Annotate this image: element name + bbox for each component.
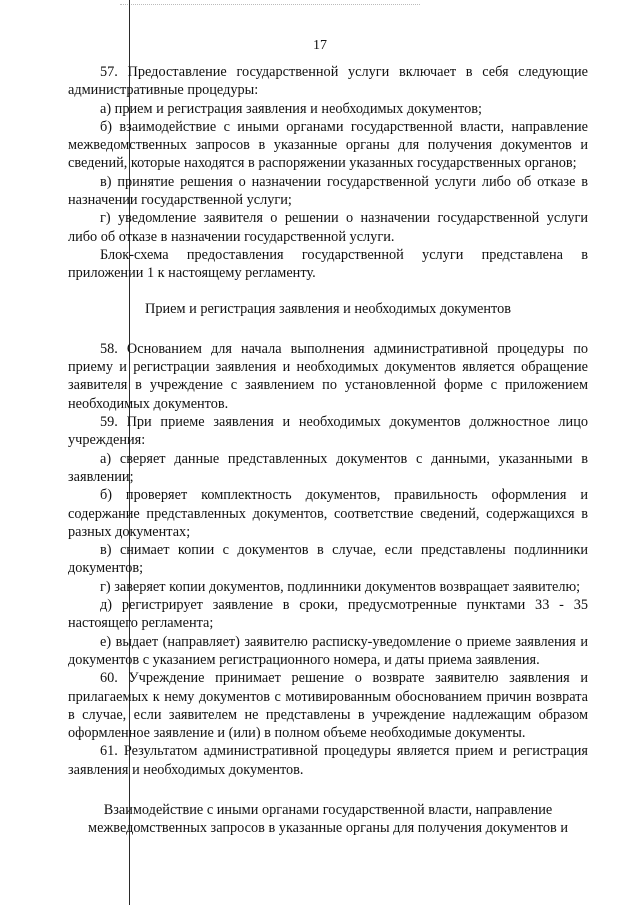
paragraph-59: 59. При приеме заявления и необходимых документов должностное лицо учреждения: — [68, 414, 588, 449]
list-item-g: г) заверяет копии документов, подлинники документов возвращает заявителю; — [100, 578, 581, 595]
paragraph-58: 58. Основанием для начала выполнения административной процедуры по приему и регистрации заявления и необходимых документов является обращение заявителя в учреждение с заявлением по установленной форме с приложением необходимых документов. — [68, 340, 588, 412]
block-scheme-note: Блок-схема предоставления государственной услуги представлена в приложении 1 к настоящему регламенту. — [68, 246, 588, 282]
paragraph-60: 60. Учреждение принимает решение о возврате заявителю заявления и прилагаемых к нему документов с мотивированным обоснованием причин возврата в случае, если заявителем не представлены в учреждение надлежащим образом оформленное заявление и (или) в полном объеме необходимые документы. — [68, 670, 588, 742]
paragraph-61: 61. Результатом административной процедуры является прием и регистрация заявления и необходимых документов. — [68, 743, 588, 778]
list-item-a: а) сверяет данные представленных документов с данными, указанными в заявлении; — [68, 450, 588, 485]
list-item-v: в) снимает копии с документов в случае, если представлены подлинники документов; — [68, 542, 588, 577]
list-item-b: б) проверяет комплектность документов, правильность оформления и содержание представленных документов, соответствие сведений, содержащихся в разных документах; — [68, 487, 588, 540]
section-heading: Прием и регистрация заявления и необходимых документов — [145, 300, 511, 317]
section-heading: Взаимодействие с иными органами государственной власти, направление межведомственных запросов в указанные органы для получения документов и — [88, 801, 568, 837]
list-item-b: б) взаимодействие с иными органами государственной власти, направление межведомственных запросов в указанные органы для получения документов и сведений, которые находятся в распоряжении указанных государственных органов; — [68, 118, 588, 172]
list-item-d: д) регистрирует заявление в сроки, предусмотренные пунктами 33 - 35 настоящего регламента; — [68, 597, 588, 632]
paragraph-57: 57. Предоставление государственной услуги включает в себя следующие административные процедуры: — [68, 64, 588, 99]
scan-artifact-top — [120, 4, 420, 11]
list-item-v: в) принятие решения о назначении государственной услуги либо об отказе в назначении государственной услуги; — [68, 173, 588, 209]
list-item-e: е) выдает (направляет) заявителю расписку-уведомление о приеме заявления и документов с указанием регистрационного номера, и даты приема заявления. — [68, 633, 588, 668]
page-number: 17 — [313, 38, 327, 53]
list-item-a: а) прием и регистрация заявления и необходимых документов; — [100, 100, 482, 117]
document-body — [68, 63, 588, 838]
list-item-g: г) уведомление заявителя о решении о назначении государственной услуги либо об отказе в назначении государственной услуги. — [68, 210, 588, 245]
